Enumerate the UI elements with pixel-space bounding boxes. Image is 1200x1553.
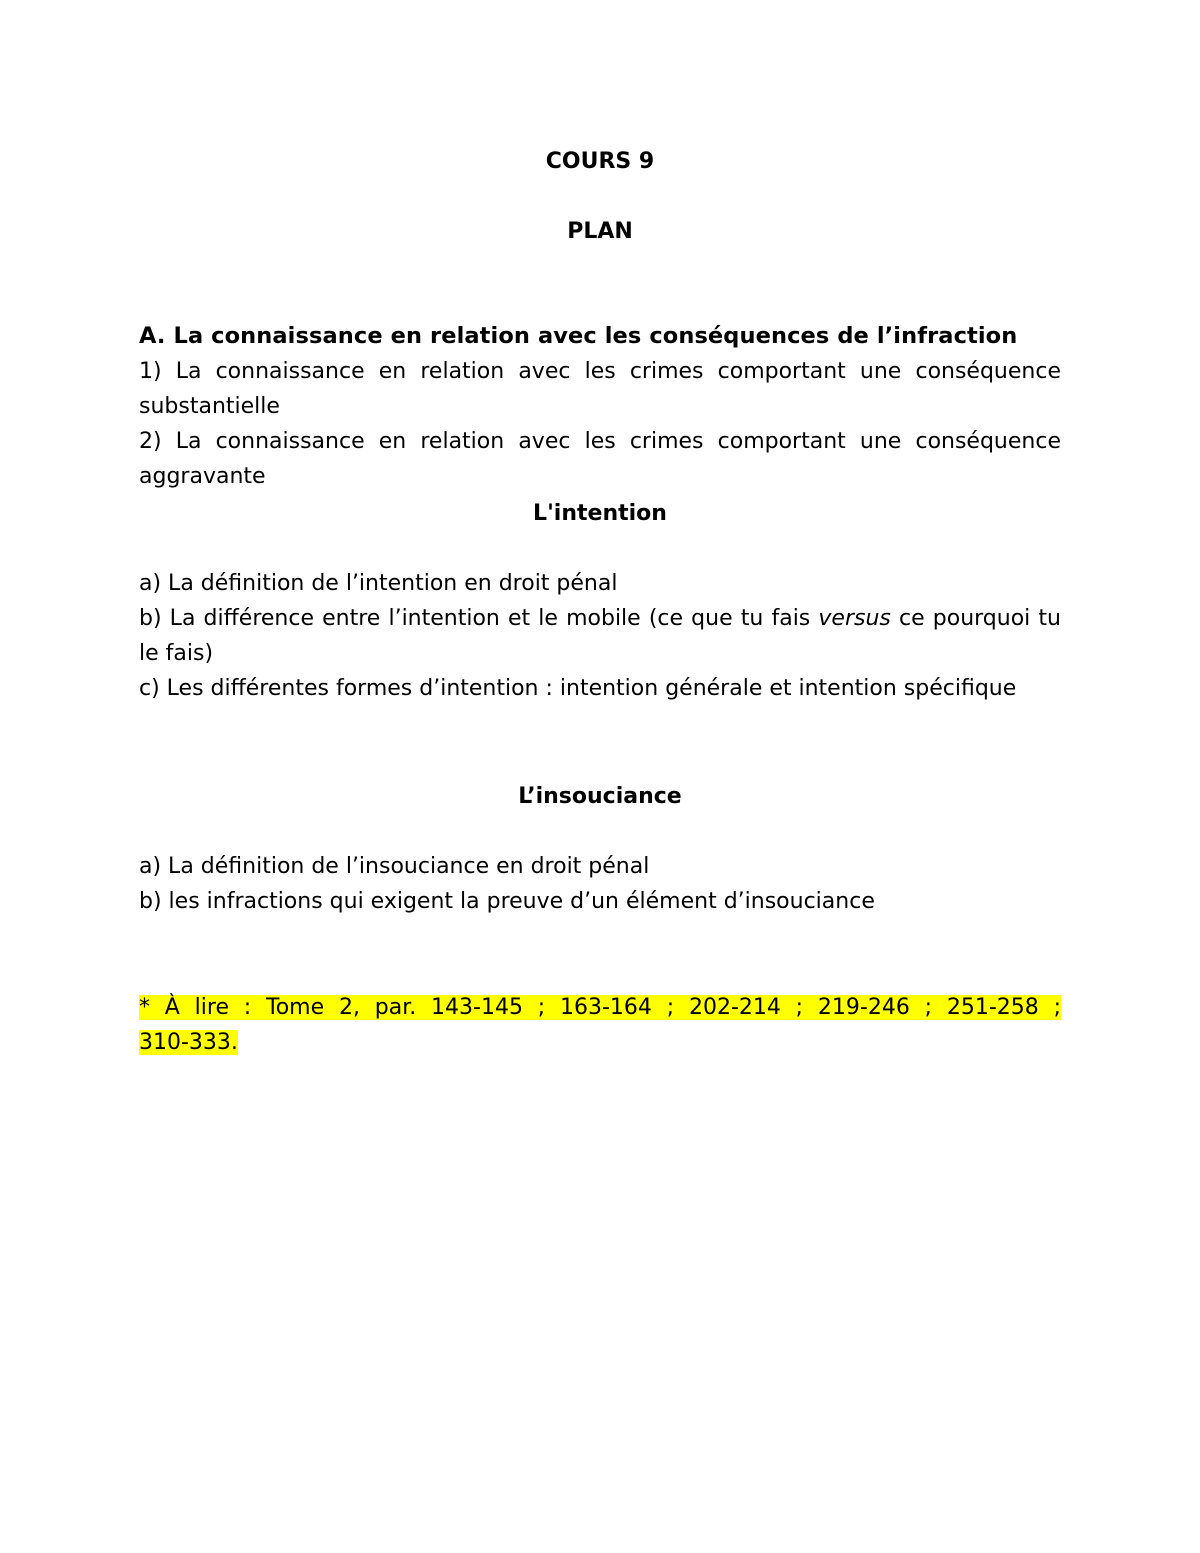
section-a [139, 319, 1061, 494]
intention-section [139, 566, 1061, 706]
reading-line-2 [139, 1025, 1061, 1060]
reading-line-1-text: * À lire : Tome 2, par. 143-145 ; 163-164 ; 202-214 ; 219-246 ; 251-258 ; [139, 995, 1061, 1020]
intention-heading: L'intention [533, 501, 667, 526]
insouciance-item-a: a) La définition de l’insouciance en droit pénal [139, 854, 650, 879]
insouciance-heading: L’insouciance [518, 784, 682, 809]
intention-item-c: c) Les différentes formes d’intention : intention générale et intention spécifique [139, 676, 1017, 701]
intention-item-b-text-end: ce pourquoi tu le fais) [139, 606, 1061, 666]
reading-note [139, 990, 1061, 1060]
insouciance-item-b: b) les infractions qui exigent la preuve d’un élément d’insouciance [139, 889, 875, 914]
intention-item-a: a) La définition de l’intention en droit pénal [139, 571, 618, 596]
course-title: COURS 9 [545, 149, 655, 174]
reading-line-2-text: 310-333. [139, 1030, 238, 1055]
plan-title: PLAN [567, 219, 633, 244]
insouciance-section [139, 849, 1061, 919]
intention-item-b-italic: versus [818, 606, 891, 631]
intention-item-b-text: b) La différence entre l’intention et le mobile (ce que tu fais [139, 606, 819, 631]
intention-item-b [139, 601, 1061, 671]
section-a-item-2: 2) La connaissance en relation avec les crimes comportant une conséquence aggravante [139, 429, 1061, 489]
section-a-heading: A. La connaissance en relation avec les conséquences de l’infraction [139, 323, 1018, 349]
section-a-item-1: 1) La connaissance en relation avec les crimes comportant une conséquence substantielle [139, 359, 1061, 419]
reading-line-1 [139, 990, 1061, 1025]
